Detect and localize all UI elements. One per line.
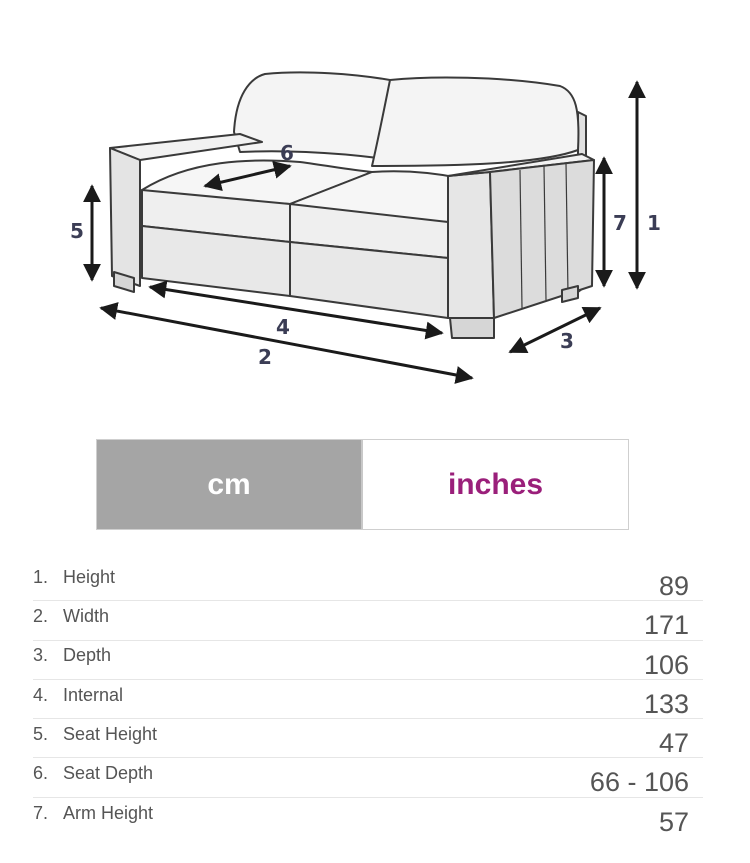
- marker-3: 3: [560, 329, 574, 353]
- row-number: 1.: [33, 566, 49, 587]
- row-number: 7.: [33, 802, 49, 823]
- row-number: 3.: [33, 645, 49, 666]
- dimension-row-height: [33, 562, 703, 601]
- dimension-value: 66 - 106: [589, 767, 689, 798]
- marker-5: 5: [70, 219, 84, 243]
- dimension-row-width: [33, 601, 703, 640]
- dimension-value: 171: [643, 610, 689, 641]
- dimension-value: 89: [658, 571, 689, 601]
- inches-unit-label: inches: [447, 467, 544, 501]
- marker-7: 7: [613, 211, 627, 235]
- dimensions-list: [33, 562, 703, 837]
- cm-unit-label: cm: [207, 467, 251, 501]
- marker-2: 2: [258, 345, 272, 369]
- marker-4: 4: [276, 315, 290, 339]
- dimension-value: 106: [643, 649, 689, 680]
- row-number: 5.: [33, 723, 49, 744]
- dimension-value: 47: [658, 728, 689, 759]
- dimension-label: Depth: [63, 645, 112, 666]
- dimension-label: Width: [63, 605, 110, 626]
- marker-1: 1: [647, 211, 661, 235]
- dimension-value: 133: [643, 688, 689, 719]
- dimension-row-seat-height: [33, 719, 703, 758]
- inches-unit-button[interactable]: [363, 440, 628, 529]
- sofa-dimension-diagram: [0, 0, 750, 400]
- marker-6: 6: [280, 141, 294, 165]
- dimension-label: Height: [63, 566, 116, 587]
- dimension-label: Arm Height: [63, 802, 154, 823]
- row-number: 4.: [33, 684, 49, 705]
- sofa-illustration: [110, 72, 594, 338]
- dimension-label: Internal: [63, 684, 124, 705]
- unit-toggle: [96, 439, 629, 530]
- cm-unit-button[interactable]: [97, 440, 363, 529]
- dimension-row-depth: [33, 641, 703, 680]
- dimension-row-arm-height: [33, 798, 703, 837]
- dimension-value: 57: [658, 806, 689, 837]
- row-number: 6.: [33, 763, 49, 784]
- dimension-label: Seat Depth: [63, 763, 154, 784]
- dimension-row-seat-depth: [33, 758, 703, 797]
- dimension-label: Seat Height: [63, 723, 158, 744]
- dimension-row-internal: [33, 680, 703, 719]
- row-number: 2.: [33, 605, 49, 626]
